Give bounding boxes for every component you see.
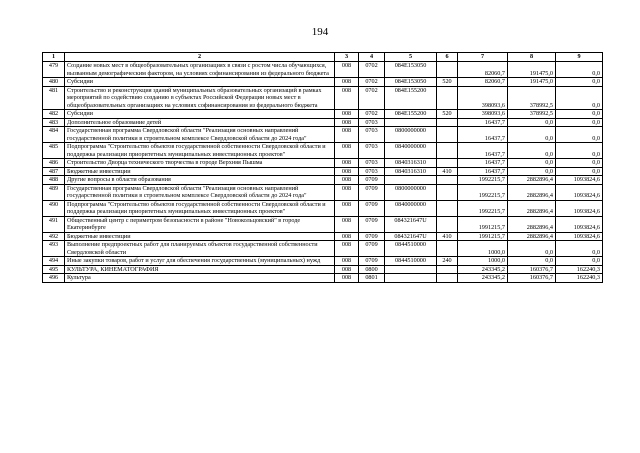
cell-sum-year-1: 243345,2: [458, 274, 508, 283]
column-header-6: 6: [437, 53, 458, 62]
cell-section-code: 0703: [359, 143, 385, 159]
cell-ministry-code: 008: [335, 265, 359, 274]
cell-expense-type: [437, 176, 458, 185]
table-row: [43, 86, 603, 110]
cell-sum-year-1: 1000,0: [458, 257, 508, 266]
cell-expense-type: [437, 118, 458, 127]
cell-sum-year-3: 0,0: [556, 143, 603, 159]
cell-sum-year-3: 0,0: [556, 110, 603, 119]
cell-sum-year-3: 1093824,6: [556, 184, 603, 200]
cell-sum-year-2: 0,0: [508, 159, 556, 168]
cell-target-code: [385, 176, 437, 185]
cell-sum-year-1: 1991215,7: [458, 216, 508, 232]
cell-expense-type: [437, 200, 458, 216]
cell-ministry-code: 008: [335, 118, 359, 127]
cell-item-name: Выполнение предпроектных работ для планируемых объектов государственной собственности Свердловской области: [65, 241, 335, 257]
cell-section-code: 0709: [359, 257, 385, 266]
cell-target-code: 0840316310: [385, 159, 437, 168]
cell-sum-year-1: 1000,0: [458, 241, 508, 257]
cell-item-name: Дополнительное образование детей: [65, 118, 335, 127]
cell-row-number: 487: [43, 167, 65, 176]
cell-sum-year-1: 398093,6: [458, 86, 508, 110]
column-header-4: 4: [359, 53, 385, 62]
table-row: [43, 143, 603, 159]
cell-row-number: 481: [43, 86, 65, 110]
cell-expense-type: [437, 274, 458, 283]
cell-ministry-code: 008: [335, 167, 359, 176]
page-number: 194: [311, 26, 329, 38]
cell-sum-year-2: 160376,7: [508, 274, 556, 283]
cell-target-code: [385, 274, 437, 283]
cell-row-number: 488: [43, 176, 65, 185]
cell-expense-type: 520: [437, 110, 458, 119]
cell-section-code: 0702: [359, 110, 385, 119]
cell-sum-year-1: 243345,2: [458, 265, 508, 274]
cell-section-code: 0702: [359, 78, 385, 87]
cell-target-code: 084E153050: [385, 62, 437, 78]
cell-row-number: 485: [43, 143, 65, 159]
cell-sum-year-2: 0,0: [508, 118, 556, 127]
cell-ministry-code: 008: [335, 176, 359, 185]
cell-item-name: Бюджетные инвестиции: [65, 167, 335, 176]
cell-target-code: 0800000000: [385, 184, 437, 200]
cell-sum-year-2: 0,0: [508, 127, 556, 143]
cell-ministry-code: 008: [335, 216, 359, 232]
cell-ministry-code: 008: [335, 62, 359, 78]
cell-row-number: 489: [43, 184, 65, 200]
cell-sum-year-2: 2882896,4: [508, 176, 556, 185]
cell-section-code: 0702: [359, 62, 385, 78]
cell-item-name: Иные закупки товаров, работ и услуг для обеспечения государственных (муниципальных) нужд: [65, 257, 335, 266]
cell-ministry-code: 008: [335, 274, 359, 283]
cell-sum-year-1: 16437,7: [458, 127, 508, 143]
table-row: [43, 62, 603, 78]
cell-ministry-code: 008: [335, 200, 359, 216]
cell-sum-year-3: 162240,3: [556, 265, 603, 274]
cell-row-number: 479: [43, 62, 65, 78]
cell-target-code: 0844510000: [385, 257, 437, 266]
cell-ministry-code: 008: [335, 86, 359, 110]
cell-target-code: 084E155200: [385, 86, 437, 110]
cell-item-name: Создание новых мест в общеобразовательных организациях в связи с ростом числа обучающихся, вызванным демографическим фактором, на условиях софинансирования из федерального бюджета: [65, 62, 335, 78]
cell-sum-year-1: 16437,7: [458, 118, 508, 127]
cell-target-code: 084E155200: [385, 110, 437, 119]
header-row: [43, 53, 603, 62]
cell-sum-year-3: 1093824,6: [556, 200, 603, 216]
cell-sum-year-3: 0,0: [556, 62, 603, 78]
column-header-9: 9: [556, 53, 603, 62]
cell-ministry-code: 008: [335, 78, 359, 87]
cell-expense-type: 520: [437, 78, 458, 87]
table-row: [43, 200, 603, 216]
cell-section-code: 0709: [359, 200, 385, 216]
cell-sum-year-2: 160376,7: [508, 265, 556, 274]
cell-ministry-code: 008: [335, 241, 359, 257]
cell-expense-type: 410: [437, 232, 458, 241]
cell-row-number: 483: [43, 118, 65, 127]
table-row: [43, 176, 603, 185]
cell-section-code: 0709: [359, 184, 385, 200]
cell-target-code: 0844510000: [385, 241, 437, 257]
cell-sum-year-2: 378992,5: [508, 110, 556, 119]
cell-expense-type: [437, 216, 458, 232]
cell-sum-year-2: 191475,0: [508, 62, 556, 78]
cell-section-code: 0703: [359, 159, 385, 168]
table-row: [43, 184, 603, 200]
cell-expense-type: [437, 143, 458, 159]
cell-item-name: Общественный центр с периметром безопасности в районе "Новокольцовский" в городе Екатеринбурге: [65, 216, 335, 232]
cell-section-code: 0709: [359, 241, 385, 257]
cell-section-code: 0703: [359, 167, 385, 176]
cell-item-name: Подпрограмма "Строительство объектов государственной собственности Свердловской области и поддержка реализации приоритетных муниципальных инвестиционных проектов": [65, 200, 335, 216]
column-header-5: 5: [385, 53, 437, 62]
cell-section-code: 0709: [359, 216, 385, 232]
cell-row-number: 484: [43, 127, 65, 143]
cell-sum-year-3: 162240,3: [556, 274, 603, 283]
cell-sum-year-1: 1992215,7: [458, 176, 508, 185]
cell-ministry-code: 008: [335, 127, 359, 143]
cell-item-name: Другие вопросы в области образования: [65, 176, 335, 185]
cell-ministry-code: 008: [335, 159, 359, 168]
table-row: [43, 110, 603, 119]
cell-sum-year-3: 1093824,6: [556, 216, 603, 232]
cell-sum-year-1: 1991215,7: [458, 232, 508, 241]
table-row: [43, 232, 603, 241]
budget-table: [42, 52, 603, 283]
cell-sum-year-3: 0,0: [556, 257, 603, 266]
cell-sum-year-2: 2882896,4: [508, 200, 556, 216]
cell-expense-type: [437, 265, 458, 274]
cell-ministry-code: 008: [335, 184, 359, 200]
table-row: [43, 274, 603, 283]
cell-expense-type: [437, 62, 458, 78]
cell-target-code: 0840000000: [385, 143, 437, 159]
cell-section-code: 0703: [359, 118, 385, 127]
table-row: [43, 216, 603, 232]
column-header-3: 3: [335, 53, 359, 62]
table-row: [43, 167, 603, 176]
cell-row-number: 496: [43, 274, 65, 283]
table-row: [43, 159, 603, 168]
cell-item-name: Субсидии: [65, 110, 335, 119]
table-row: [43, 78, 603, 87]
table-row: [43, 241, 603, 257]
cell-target-code: [385, 118, 437, 127]
cell-sum-year-2: 0,0: [508, 241, 556, 257]
cell-sum-year-2: 191475,0: [508, 78, 556, 87]
cell-expense-type: 240: [437, 257, 458, 266]
cell-expense-type: [437, 127, 458, 143]
cell-item-name: Строительство и реконструкция зданий муниципальных образовательных организаций в рамках мероприятий по содействию созданию в субъектах Российской Федерации новых мест в общеобразовательных организациях на условиях софинансирования из федерального бюджета: [65, 86, 335, 110]
cell-item-name: Государственная программа Свердловской области "Реализация основных направлений государственной политики в строительном комплексе Свердловской области до 2024 года": [65, 127, 335, 143]
cell-sum-year-2: 0,0: [508, 143, 556, 159]
cell-sum-year-1: 1992215,7: [458, 200, 508, 216]
column-header-2: 2: [65, 53, 335, 62]
cell-sum-year-2: 2882896,4: [508, 232, 556, 241]
table-body: [43, 62, 603, 283]
cell-sum-year-1: 16437,7: [458, 167, 508, 176]
cell-sum-year-2: 2882896,4: [508, 216, 556, 232]
cell-row-number: 491: [43, 216, 65, 232]
table-row: [43, 127, 603, 143]
cell-sum-year-2: 0,0: [508, 167, 556, 176]
table-row: [43, 257, 603, 266]
cell-target-code: 0840000000: [385, 200, 437, 216]
cell-item-name: Строительство Дворца технического творчества в городе Верхняя Пышма: [65, 159, 335, 168]
cell-sum-year-2: 378992,5: [508, 86, 556, 110]
cell-item-name: Государственная программа Свердловской области "Реализация основных направлений государственной политики в строительном комплексе Свердловской области до 2024 года": [65, 184, 335, 200]
cell-section-code: 0703: [359, 127, 385, 143]
cell-sum-year-3: 1093824,6: [556, 176, 603, 185]
cell-row-number: 492: [43, 232, 65, 241]
cell-section-code: 0801: [359, 274, 385, 283]
cell-sum-year-3: 0,0: [556, 167, 603, 176]
cell-row-number: 495: [43, 265, 65, 274]
table-row: [43, 265, 603, 274]
cell-sum-year-1: 82060,7: [458, 78, 508, 87]
cell-row-number: 494: [43, 257, 65, 266]
cell-sum-year-3: 1093824,6: [556, 232, 603, 241]
cell-item-name: Бюджетные инвестиции: [65, 232, 335, 241]
cell-sum-year-2: 0,0: [508, 257, 556, 266]
cell-row-number: 490: [43, 200, 65, 216]
cell-sum-year-3: 0,0: [556, 127, 603, 143]
cell-ministry-code: 008: [335, 232, 359, 241]
cell-target-code: 084E153050: [385, 78, 437, 87]
column-header-7: 7: [458, 53, 508, 62]
cell-sum-year-1: 82060,7: [458, 62, 508, 78]
cell-row-number: 482: [43, 110, 65, 119]
cell-ministry-code: 008: [335, 110, 359, 119]
cell-target-code: 084321647U: [385, 216, 437, 232]
cell-row-number: 480: [43, 78, 65, 87]
column-header-8: 8: [508, 53, 556, 62]
cell-row-number: 486: [43, 159, 65, 168]
cell-row-number: 493: [43, 241, 65, 257]
cell-expense-type: [437, 241, 458, 257]
cell-item-name: Субсидии: [65, 78, 335, 87]
cell-section-code: 0709: [359, 176, 385, 185]
table-header: [43, 53, 603, 62]
cell-sum-year-3: 0,0: [556, 241, 603, 257]
table-row: [43, 118, 603, 127]
cell-ministry-code: 008: [335, 257, 359, 266]
cell-sum-year-3: 0,0: [556, 159, 603, 168]
cell-section-code: 0702: [359, 86, 385, 110]
cell-expense-type: 410: [437, 167, 458, 176]
cell-sum-year-1: 16437,7: [458, 159, 508, 168]
cell-item-name: КУЛЬТУРА, КИНЕМАТОГРАФИЯ: [65, 265, 335, 274]
cell-item-name: Подпрограмма "Строительство объектов государственной собственности Свердловской области и поддержка реализации приоритетных муниципальных инвестиционных проектов": [65, 143, 335, 159]
cell-section-code: 0709: [359, 232, 385, 241]
cell-sum-year-1: 1992215,7: [458, 184, 508, 200]
cell-sum-year-3: 0,0: [556, 118, 603, 127]
cell-sum-year-1: 398093,6: [458, 110, 508, 119]
cell-sum-year-3: 0,0: [556, 86, 603, 110]
cell-target-code: 0800000000: [385, 127, 437, 143]
cell-sum-year-1: 16437,7: [458, 143, 508, 159]
column-header-1: 1: [43, 53, 65, 62]
cell-target-code: 084321647U: [385, 232, 437, 241]
cell-section-code: 0800: [359, 265, 385, 274]
cell-target-code: [385, 265, 437, 274]
cell-item-name: Культура: [65, 274, 335, 283]
cell-expense-type: [437, 159, 458, 168]
cell-sum-year-3: 0,0: [556, 78, 603, 87]
cell-target-code: 0840316310: [385, 167, 437, 176]
cell-sum-year-2: 2882896,4: [508, 184, 556, 200]
cell-expense-type: [437, 86, 458, 110]
cell-expense-type: [437, 184, 458, 200]
cell-ministry-code: 008: [335, 143, 359, 159]
